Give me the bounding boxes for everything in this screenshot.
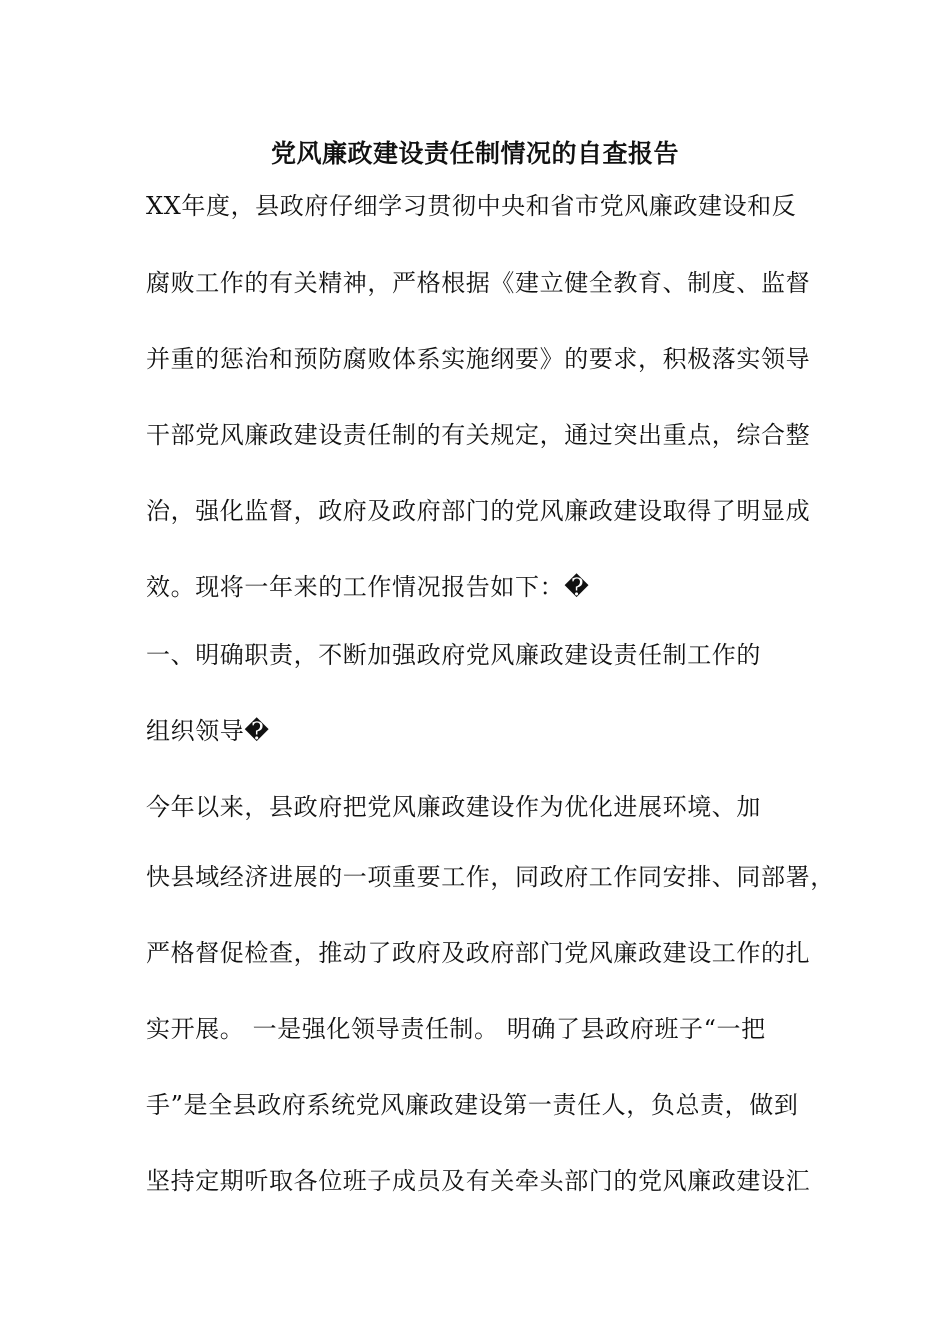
paragraph-line: 腐败工作的有关精神，严格根据《建立健全教育、制度、监督	[146, 269, 811, 297]
paragraph-line: 并重的惩治和预防腐败体系实施纲要》的要求，积极落实领导	[146, 345, 811, 373]
document-title: 党风廉政建设责任制情况的自查报告	[270, 139, 679, 168]
paragraph-line: 效。现将一年来的工作情况报告如下：�	[146, 573, 590, 601]
paragraph-line: 快县域经济进展的一项重要工作，同政府工作同安排、同部署，	[146, 863, 835, 891]
paragraph-line: XX年度，县政府仔细学习贯彻中央和省市党风廉政建设和反	[146, 192, 797, 220]
paragraph-line: 手”是全县政府系统党风廉政建设第一责任人，负总责，做到	[146, 1091, 799, 1119]
paragraph-line: 严格督促检查，推动了政府及政府部门党风廉政建设工作的扎	[146, 939, 811, 967]
section-heading-line: 组织领导�	[146, 717, 270, 745]
paragraph-line: 坚持定期听取各位班子成员及有关牵头部门的党风廉政建设汇	[146, 1167, 811, 1195]
paragraph-line: 治，强化监督，政府及政府部门的党风廉政建设取得了明显成	[146, 497, 811, 525]
paragraph-line: 实开展。 一是强化领导责任制。 明确了县政府班子“一把	[146, 1015, 766, 1043]
section-heading-line: 一、明确职责，不断加强政府党风廉政建设责任制工作的	[146, 641, 761, 669]
paragraph-line: 今年以来，县政府把党风廉政建设作为优化进展环境、加	[146, 793, 761, 821]
paragraph-line: 干部党风廉政建设责任制的有关规定，通过突出重点，综合整	[146, 421, 811, 449]
